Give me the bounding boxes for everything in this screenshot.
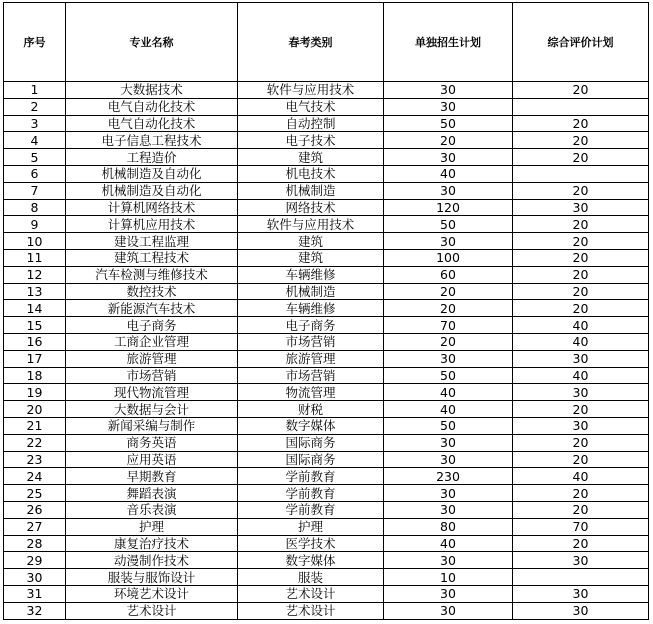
cell-single-plan: 120: [384, 199, 513, 216]
cell-comprehensive-plan: 30: [513, 350, 649, 367]
cell-major: 音乐表演: [66, 501, 238, 518]
cell-major: 康复治疗技术: [66, 535, 238, 552]
table-row: [4, 300, 649, 317]
cell-comprehensive-plan: 30: [513, 552, 649, 569]
cell-index: 20: [4, 401, 66, 418]
cell-single-plan: 40: [384, 165, 513, 182]
table-row: [4, 149, 649, 166]
cell-single-plan: 30: [384, 501, 513, 518]
cell-single-plan: 30: [384, 434, 513, 451]
cell-index: 6: [4, 165, 66, 182]
cell-index: 15: [4, 317, 66, 334]
table-row: [4, 367, 649, 384]
cell-index: 9: [4, 216, 66, 233]
cell-category: 国际商务: [238, 451, 384, 468]
cell-category: 学前教育: [238, 485, 384, 502]
cell-index: 17: [4, 350, 66, 367]
table-row: [4, 451, 649, 468]
cell-category: 建筑: [238, 249, 384, 266]
cell-index: 1: [4, 82, 66, 99]
cell-single-plan: 30: [384, 149, 513, 166]
cell-index: 3: [4, 115, 66, 132]
cell-single-plan: 50: [384, 417, 513, 434]
cell-comprehensive-plan: 20: [513, 501, 649, 518]
cell-category: 物流管理: [238, 384, 384, 401]
cell-single-plan: 30: [384, 602, 513, 619]
cell-index: 2: [4, 98, 66, 115]
cell-index: 27: [4, 518, 66, 535]
table-row: [4, 552, 649, 569]
cell-index: 12: [4, 266, 66, 283]
table-row: [4, 333, 649, 350]
cell-major: 早期教育: [66, 468, 238, 485]
cell-index: 18: [4, 367, 66, 384]
table-row: [4, 384, 649, 401]
cell-major: 大数据技术: [66, 82, 238, 99]
cell-category: 建筑: [238, 233, 384, 250]
cell-index: 4: [4, 132, 66, 149]
cell-index: 19: [4, 384, 66, 401]
cell-single-plan: 30: [384, 585, 513, 602]
cell-index: 32: [4, 602, 66, 619]
cell-index: 23: [4, 451, 66, 468]
cell-single-plan: 30: [384, 98, 513, 115]
table-row: [4, 518, 649, 535]
cell-comprehensive-plan: 30: [513, 384, 649, 401]
cell-category: 国际商务: [238, 434, 384, 451]
cell-index: 29: [4, 552, 66, 569]
cell-single-plan: 30: [384, 485, 513, 502]
cell-major: 电子信息工程技术: [66, 132, 238, 149]
cell-major: 机械制造及自动化: [66, 182, 238, 199]
table-row: [4, 132, 649, 149]
cell-major: 市场营销: [66, 367, 238, 384]
cell-index: 26: [4, 501, 66, 518]
cell-comprehensive-plan: 30: [513, 417, 649, 434]
cell-comprehensive-plan: 30: [513, 199, 649, 216]
cell-category: 艺术设计: [238, 602, 384, 619]
table-row: [4, 182, 649, 199]
header-single-plan: 单独招生计划: [384, 3, 513, 82]
cell-single-plan: 20: [384, 333, 513, 350]
cell-index: 31: [4, 585, 66, 602]
cell-comprehensive-plan: 40: [513, 333, 649, 350]
cell-comprehensive-plan: 20: [513, 216, 649, 233]
table-row: [4, 602, 649, 619]
cell-single-plan: 60: [384, 266, 513, 283]
cell-category: 护理: [238, 518, 384, 535]
cell-major: 大数据与会计: [66, 401, 238, 418]
cell-index: 24: [4, 468, 66, 485]
cell-comprehensive-plan: 20: [513, 434, 649, 451]
cell-category: 机械制造: [238, 182, 384, 199]
cell-major: 艺术设计: [66, 602, 238, 619]
table-row: [4, 98, 649, 115]
cell-category: 软件与应用技术: [238, 216, 384, 233]
cell-comprehensive-plan: 40: [513, 317, 649, 334]
table-row: [4, 468, 649, 485]
cell-category: 数字媒体: [238, 552, 384, 569]
cell-comprehensive-plan: 20: [513, 266, 649, 283]
table-row: [4, 283, 649, 300]
cell-index: 30: [4, 569, 66, 586]
cell-single-plan: 30: [384, 451, 513, 468]
cell-category: 车辆维修: [238, 300, 384, 317]
cell-single-plan: 40: [384, 535, 513, 552]
cell-category: 软件与应用技术: [238, 82, 384, 99]
cell-single-plan: 70: [384, 317, 513, 334]
cell-category: 数字媒体: [238, 417, 384, 434]
cell-single-plan: 50: [384, 115, 513, 132]
table-row: [4, 266, 649, 283]
cell-category: 车辆维修: [238, 266, 384, 283]
cell-index: 10: [4, 233, 66, 250]
cell-single-plan: 20: [384, 283, 513, 300]
cell-category: 旅游管理: [238, 350, 384, 367]
table-row: [4, 216, 649, 233]
cell-comprehensive-plan: 20: [513, 535, 649, 552]
cell-comprehensive-plan: 20: [513, 182, 649, 199]
enrollment-plan-table: [3, 2, 649, 620]
table-row: [4, 350, 649, 367]
cell-comprehensive-plan: 20: [513, 249, 649, 266]
cell-single-plan: 30: [384, 82, 513, 99]
cell-major: 汽车检测与维修技术: [66, 266, 238, 283]
table-row: [4, 115, 649, 132]
cell-major: 护理: [66, 518, 238, 535]
cell-single-plan: 40: [384, 401, 513, 418]
cell-major: 电气自动化技术: [66, 115, 238, 132]
header-category: 春考类别: [238, 3, 384, 82]
table-row: [4, 535, 649, 552]
cell-comprehensive-plan: 20: [513, 149, 649, 166]
cell-major: 建设工程监理: [66, 233, 238, 250]
cell-category: 艺术设计: [238, 585, 384, 602]
cell-index: 14: [4, 300, 66, 317]
cell-major: 现代物流管理: [66, 384, 238, 401]
cell-single-plan: 80: [384, 518, 513, 535]
cell-comprehensive-plan: 20: [513, 115, 649, 132]
cell-major: 商务英语: [66, 434, 238, 451]
cell-major: 工商企业管理: [66, 333, 238, 350]
header-major: 专业名称: [66, 3, 238, 82]
cell-index: 7: [4, 182, 66, 199]
cell-comprehensive-plan: [513, 98, 649, 115]
cell-index: 8: [4, 199, 66, 216]
cell-category: 服装: [238, 569, 384, 586]
cell-single-plan: 20: [384, 300, 513, 317]
cell-major: 应用英语: [66, 451, 238, 468]
cell-major: 新能源汽车技术: [66, 300, 238, 317]
cell-comprehensive-plan: 20: [513, 132, 649, 149]
cell-category: 电子技术: [238, 132, 384, 149]
cell-category: 学前教育: [238, 468, 384, 485]
table-row: [4, 401, 649, 418]
cell-category: 建筑: [238, 149, 384, 166]
cell-index: 28: [4, 535, 66, 552]
cell-category: 市场营销: [238, 367, 384, 384]
cell-major: 服装与服饰设计: [66, 569, 238, 586]
cell-comprehensive-plan: 20: [513, 233, 649, 250]
cell-major: 舞蹈表演: [66, 485, 238, 502]
cell-comprehensive-plan: 30: [513, 585, 649, 602]
cell-major: 旅游管理: [66, 350, 238, 367]
cell-index: 21: [4, 417, 66, 434]
cell-comprehensive-plan: 20: [513, 485, 649, 502]
table-row: [4, 417, 649, 434]
cell-comprehensive-plan: 30: [513, 602, 649, 619]
cell-comprehensive-plan: 20: [513, 401, 649, 418]
header-row: [4, 3, 649, 82]
header-index: 序号: [4, 3, 66, 82]
cell-comprehensive-plan: 70: [513, 518, 649, 535]
cell-comprehensive-plan: [513, 569, 649, 586]
cell-index: 16: [4, 333, 66, 350]
table-row: [4, 434, 649, 451]
cell-single-plan: 30: [384, 182, 513, 199]
cell-single-plan: 30: [384, 350, 513, 367]
cell-comprehensive-plan: 40: [513, 468, 649, 485]
header-comprehensive-plan: 综合评价计划: [513, 3, 649, 82]
table-row: [4, 82, 649, 99]
cell-comprehensive-plan: [513, 165, 649, 182]
cell-single-plan: 50: [384, 367, 513, 384]
cell-major: 电气自动化技术: [66, 98, 238, 115]
cell-major: 数控技术: [66, 283, 238, 300]
cell-major: 电子商务: [66, 317, 238, 334]
cell-major: 动漫制作技术: [66, 552, 238, 569]
cell-comprehensive-plan: 20: [513, 451, 649, 468]
cell-single-plan: 50: [384, 216, 513, 233]
cell-major: 建筑工程技术: [66, 249, 238, 266]
cell-category: 机械制造: [238, 283, 384, 300]
cell-single-plan: 40: [384, 384, 513, 401]
cell-category: 财税: [238, 401, 384, 418]
cell-major: 机械制造及自动化: [66, 165, 238, 182]
cell-major: 计算机网络技术: [66, 199, 238, 216]
cell-category: 网络技术: [238, 199, 384, 216]
table-row: [4, 569, 649, 586]
cell-single-plan: 10: [384, 569, 513, 586]
table-row: [4, 249, 649, 266]
table-row: [4, 501, 649, 518]
cell-category: 医学技术: [238, 535, 384, 552]
cell-single-plan: 30: [384, 552, 513, 569]
cell-major: 环境艺术设计: [66, 585, 238, 602]
table-row: [4, 317, 649, 334]
cell-index: 22: [4, 434, 66, 451]
cell-category: 学前教育: [238, 501, 384, 518]
cell-comprehensive-plan: 40: [513, 367, 649, 384]
table-row: [4, 199, 649, 216]
table-row: [4, 233, 649, 250]
cell-comprehensive-plan: 20: [513, 82, 649, 99]
cell-major: 新闻采编与制作: [66, 417, 238, 434]
cell-index: 11: [4, 249, 66, 266]
table-row: [4, 585, 649, 602]
cell-category: 市场营销: [238, 333, 384, 350]
cell-single-plan: 30: [384, 233, 513, 250]
cell-single-plan: 20: [384, 132, 513, 149]
cell-single-plan: 230: [384, 468, 513, 485]
table-body: [4, 82, 649, 620]
cell-single-plan: 100: [384, 249, 513, 266]
cell-index: 25: [4, 485, 66, 502]
cell-index: 5: [4, 149, 66, 166]
cell-category: 电子商务: [238, 317, 384, 334]
cell-category: 自动控制: [238, 115, 384, 132]
cell-comprehensive-plan: 20: [513, 300, 649, 317]
table-row: [4, 165, 649, 182]
cell-major: 工程造价: [66, 149, 238, 166]
cell-index: 13: [4, 283, 66, 300]
cell-category: 电气技术: [238, 98, 384, 115]
table-row: [4, 485, 649, 502]
cell-category: 机电技术: [238, 165, 384, 182]
cell-major: 计算机应用技术: [66, 216, 238, 233]
cell-comprehensive-plan: 20: [513, 283, 649, 300]
